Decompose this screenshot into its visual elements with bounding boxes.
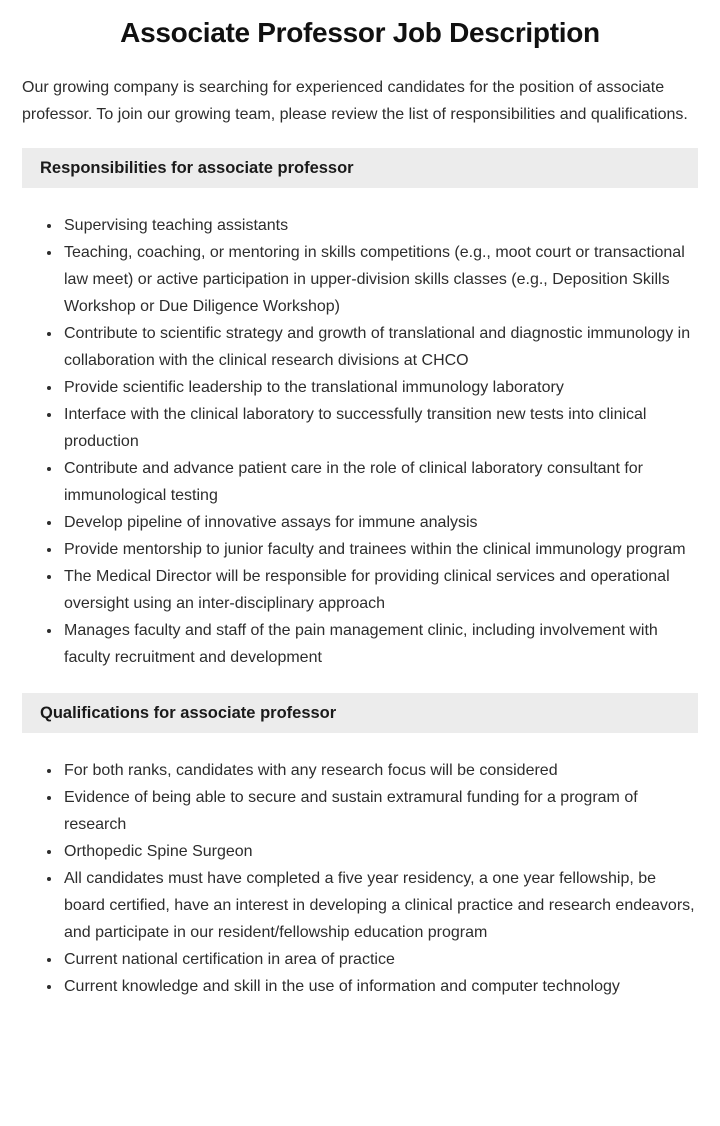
- list-item: • Provide scientific leadership to the translational immunology laboratory: [62, 374, 698, 401]
- list-item: • Contribute to scientific strategy and growth of translational and diagnostic immunology in collaboration with the clinical research divisions at CHCO: [62, 320, 698, 374]
- qualifications-section: [22, 693, 698, 1000]
- responsibilities-heading: Responsibilities for associate professor: [22, 148, 698, 188]
- list-item: • The Medical Director will be responsible for providing clinical services and operational oversight using an inter-disciplinary approach: [62, 563, 698, 617]
- list-item: • Teaching, coaching, or mentoring in skills competitions (e.g., moot court or transactional law meet) or active participation in upper-division skills classes (e.g., Deposition Skills Workshop or Due Diligence Workshop): [62, 239, 698, 320]
- list-item: • Evidence of being able to secure and sustain extramural funding for a program of research: [62, 784, 698, 838]
- list-item: • All candidates must have completed a five year residency, a one year fellowship, be board certified, have an interest in developing a clinical practice and research endeavors, and participate in our resident/fellowship education program: [62, 865, 698, 946]
- list-item: • Provide mentorship to junior faculty and trainees within the clinical immunology program: [62, 536, 698, 563]
- list-item: • Current national certification in area of practice: [62, 946, 698, 973]
- list-item: • For both ranks, candidates with any research focus will be considered: [62, 757, 698, 784]
- job-description-document: [0, 16, 720, 1000]
- responsibilities-section: [22, 148, 698, 671]
- intro-paragraph: Our growing company is searching for experienced candidates for the position of associate professor. To join our growing team, please review the list of responsibilities and qualifications.: [22, 79, 688, 123]
- qualifications-list: [22, 757, 698, 1000]
- page-title: Associate Professor Job Description: [120, 17, 600, 48]
- list-item: • Contribute and advance patient care in the role of clinical laboratory consultant for immunological testing: [62, 455, 698, 509]
- qualifications-heading: Qualifications for associate professor: [22, 693, 698, 733]
- list-item: • Interface with the clinical laboratory to successfully transition new tests into clinical production: [62, 401, 698, 455]
- list-item: • Orthopedic Spine Surgeon: [62, 838, 698, 865]
- list-item: • Manages faculty and staff of the pain management clinic, including involvement with faculty recruitment and development: [62, 617, 698, 671]
- list-item: • Current knowledge and skill in the use of information and computer technology: [62, 973, 698, 1000]
- responsibilities-list: [22, 212, 698, 671]
- list-item: • Develop pipeline of innovative assays for immune analysis: [62, 509, 698, 536]
- list-item: • Supervising teaching assistants: [62, 212, 698, 239]
